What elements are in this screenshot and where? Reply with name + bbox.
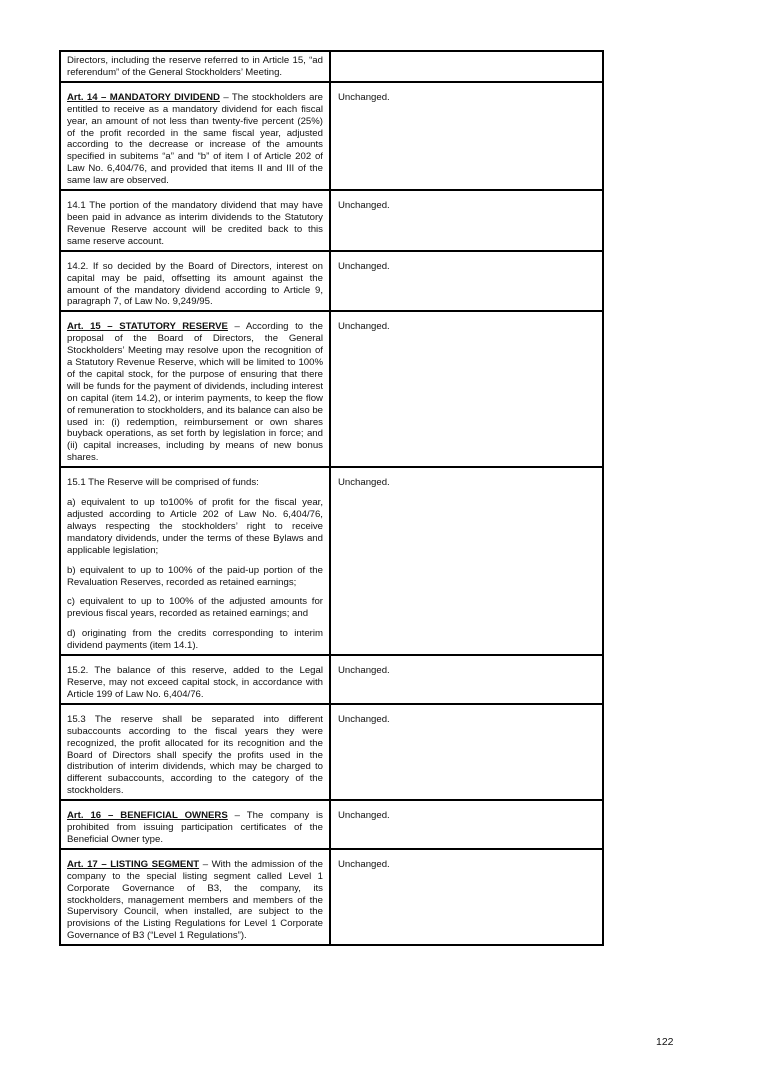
current-text-cell [60, 190, 330, 251]
table-row [60, 467, 603, 655]
current-text-cell [60, 849, 330, 945]
proposed-text-cell: Unchanged. [330, 849, 603, 945]
table-row [60, 251, 603, 312]
proposed-text-cell: Unchanged. [330, 467, 603, 655]
current-text-cell [60, 51, 330, 82]
table-row [60, 311, 603, 467]
table-row [60, 849, 603, 945]
table-row [60, 704, 603, 800]
page-number: 122 [656, 1036, 674, 1048]
paragraph: a) equivalent to up to100% of profit for the fiscal year, adjusted according to Article 202 of Law No. 6,404/76, always respecting the stockholders’ right to receive mandatory dividends, under the terms of these Bylaws and applicable legislation; [67, 497, 323, 556]
table-row [60, 190, 603, 251]
proposed-text-cell: Unchanged. [330, 311, 603, 467]
article-heading: Art. 15 – STATUTORY RESERVE [67, 321, 228, 333]
paragraph [67, 92, 323, 187]
proposed-text-cell: Unchanged. [330, 82, 603, 190]
current-text-cell [60, 704, 330, 800]
paragraph [67, 810, 323, 846]
current-text-cell [60, 251, 330, 312]
proposed-text-cell: Unchanged. [330, 190, 603, 251]
table-row [60, 82, 603, 190]
paragraph-text: – With the admission of the company to the special listing segment called Level 1 Corporate Governance of B3, the company, its stockholders, management members and members of the Supervisory Council, when installed, are subject to the provisions of the Listing Regulations for Level 1 Corporate Governance of B3 (“Level 1 Regulations”). [67, 858, 323, 942]
paragraph: Directors, including the reserve referred to in Article 15, “ad referendum” of the General Stockholders’ Meeting. [67, 55, 323, 78]
proposed-text-cell: Unchanged. [330, 655, 603, 704]
bylaws-comparison-table [59, 50, 604, 946]
current-text-cell [60, 800, 330, 849]
paragraph: c) equivalent to up to 100% of the adjusted amounts for previous fiscal years, recorded as retained earnings; and [67, 596, 323, 620]
table-row [60, 51, 603, 82]
paragraph: 15.2. The balance of this reserve, added to the Legal Reserve, may not exceed capital stock, in accordance with Article 199 of Law No. 6,404/76. [67, 665, 323, 700]
paragraph: 15.3 The reserve shall be separated into different subaccounts according to the fiscal years they were recognized, the profit allocated for its recognition and the Board of Directors shall specify the profits used in the distribution of interim dividends, which may be charged to different subaccounts, according to the category of the stockholders. [67, 713, 323, 797]
paragraph-text: – According to the proposal of the Board of Directors, the General Stockholders’ Meeting may resolve upon the recognition of a Statutory Revenue Reserve, which will be limited to 100% of the capital stock, for the purpose of ensuring that there will be funds for the payment of dividends, including interest on capital (item 14.2), or interim payments, to keep the flow of remuneration to stockholders, and its balance can also be used in: (i) redemption, reimbursement or own shares buyback operations, as set forth by legislation in force; and (ii) capital increases, including by means of new bonus shares. [67, 321, 323, 464]
paragraph: 15.1 The Reserve will be comprised of funds: [67, 477, 259, 489]
proposed-text-cell: Unchanged. [330, 704, 603, 800]
paragraph: d) originating from the credits corresponding to interim dividend payments (item 14.1). [67, 628, 323, 652]
paragraph: 14.2. If so decided by the Board of Directors, interest on capital may be paid, offsetting its amount against the amount of the mandatory dividend according to Article 9, paragraph 7, of Law No. 9,249/95. [67, 260, 323, 308]
table-row [60, 800, 603, 849]
paragraph-text: – The company is prohibited from issuing participation certificates of the Beneficial Owner type. [67, 810, 323, 845]
proposed-text-cell [330, 51, 603, 82]
article-heading: Art. 17 – LISTING SEGMENT [67, 858, 200, 870]
current-text-cell [60, 311, 330, 467]
paragraph [67, 321, 323, 464]
current-text-cell [60, 467, 330, 655]
current-text-cell [60, 655, 330, 704]
paragraph [67, 859, 323, 942]
article-heading: Art. 16 – BENEFICIAL OWNERS [67, 810, 228, 822]
paragraph: b) equivalent to up to 100% of the paid-up portion of the Revaluation Reserves, recorded as retained earnings; [67, 564, 323, 588]
current-text-cell [60, 82, 330, 190]
paragraph-text: – The stockholders are entitled to receive as a mandatory dividend for each fiscal year, an amount of not less than twenty-five percent (25%) of the profit recorded in the same fiscal year, adjusted according to the decrease or increase of the amounts specified in subitems “a” and “b” of item I of Article 202 of Law No. 6,404/76, and provided that items II and III of the same law are observed. [67, 91, 323, 187]
article-heading: Art. 14 – MANDATORY DIVIDEND [67, 91, 220, 103]
table-row [60, 655, 603, 704]
paragraph: 14.1 The portion of the mandatory dividend that may have been paid in advance as interim dividends to the Statutory Revenue Reserve account will be credited back to this same reserve account. [67, 200, 323, 247]
proposed-text-cell: Unchanged. [330, 251, 603, 312]
proposed-text-cell: Unchanged. [330, 800, 603, 849]
